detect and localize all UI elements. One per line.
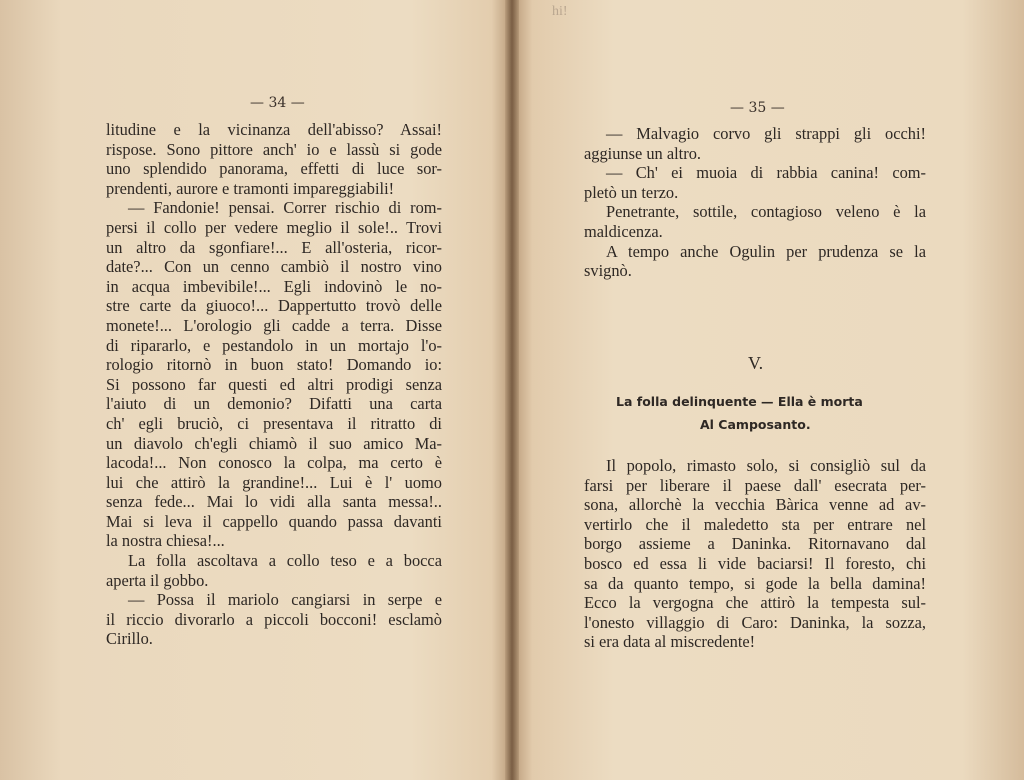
text-line: Si possono far questi ed altri prodigi senza [106,374,442,394]
text-line: in acqua imbevibile!... Egli indovinò le no- [106,276,442,296]
text-line: borgo assieme a Daninka. Ritornavano dal [584,534,926,554]
text-line: aperta il gobbo. [106,570,209,590]
text-line: uno splendido panorama, effetti di luce sor- [106,159,442,179]
text-line: bosco ed essa li vide baciarsi! Il foresto, chi [584,553,926,573]
text-line: un altro da sgonfiare!... E all'osteria, ricor- [106,237,442,257]
text-line: lui che attirò la grandine!... Lui è l' uomo [106,472,442,492]
text-line: lacoda!... Non conosco la colpa, ma certo è [106,453,442,473]
text-line: sa da quanto tempo, si gode la bella damina! [584,573,926,593]
text-line: — Fandonie! pensai. Correr rischio di rom- [128,198,442,218]
text-line: A tempo anche Ogulin per prudenza se la [606,241,926,261]
text-line: prendenti, aurore e tramonti impareggiabili! [106,178,395,198]
right-page-text [584,124,926,281]
text-line: di ripararlo, e pestandolo in un mortajo l'o- [106,335,442,355]
text-line: un diavolo ch'egli chiamò il suo amico Ma- [106,433,442,453]
page-number-right: — 35 — [730,100,785,116]
text-line: persi il collo per vedere meglio il sole!.. Trovi [106,217,442,237]
text-line: rispose. Sono pittore anch' io e lassù si gode [106,139,442,159]
text-line: date?... Con un cenno cambiò il nostro vino [106,257,442,277]
text-line: rologio ritornò in buon stato! Domando io: [106,355,442,375]
text-line: — Possa il mariolo cangiarsi in serpe e [128,590,442,610]
page-number-left: — 34 — [250,95,305,111]
chapter-text [584,456,926,652]
text-line: Penetrante, sottile, contagioso veleno è la [606,202,926,222]
text-line: Mai si leva il cappello quando passa davanti [106,511,442,531]
text-line: si era data al miscredente! [584,632,756,652]
text-line: — Ch' ei muoia di rabbia canina! com- [606,163,926,183]
right-page [514,0,1024,780]
left-page-text [106,120,442,649]
text-line: l'onesto villaggio di Caro: Daninka, la sozza, [584,612,926,632]
text-line: la nostra chiesa!... [106,531,225,551]
text-line: pletò un terzo. [584,182,679,202]
text-line: il riccio divorarlo a piccoli bocconi! esclamò [106,609,442,629]
text-line: Cirillo. [106,629,153,649]
text-line: Il popolo, rimasto solo, si consigliò sul da [606,456,926,475]
text-line: litudine e la vicinanza dell'abisso? Assai! [106,120,442,139]
chapter-number: V. [748,353,764,373]
text-line: — Malvagio corvo gli strappi gli occhi! [606,124,926,143]
text-line: l'aiuto di un demonio? Difatti una carta [106,394,442,414]
chapter-subtitle: La folla delinquente — Ella è morta [616,394,863,409]
text-line: sona, allorchè la vecchia Bàrica venne ad av- [584,495,926,515]
chapter-subtitle-line-2: Al Camposanto. [700,417,811,432]
text-line: svignò. [584,261,632,281]
text-line: La folla ascoltava a collo teso e a bocca [128,551,442,571]
text-line: Ecco la vergogna che attirò la tempesta sul- [584,593,926,613]
text-line: stre carte da giuoco!... Dappertutto trovò delle [106,296,442,316]
text-line: farsi per liberare il paese dall' esecrata per- [584,475,926,495]
text-line: maldicenza. [584,221,663,241]
text-line: vertirlo che il maledetto sta per entrare nel [584,514,926,534]
left-page [0,0,510,780]
text-line: monete!... L'orologio gli cadde a terra. Disse [106,315,442,335]
text-line: aggiunse un altro. [584,143,701,163]
running-head-fragment: hi! [552,4,568,19]
text-line: senza fede... Mai lo vidi alla santa messa!.. [106,492,442,512]
text-line: ch' egli bruciò, ci presentava il ritratto di [106,413,442,433]
